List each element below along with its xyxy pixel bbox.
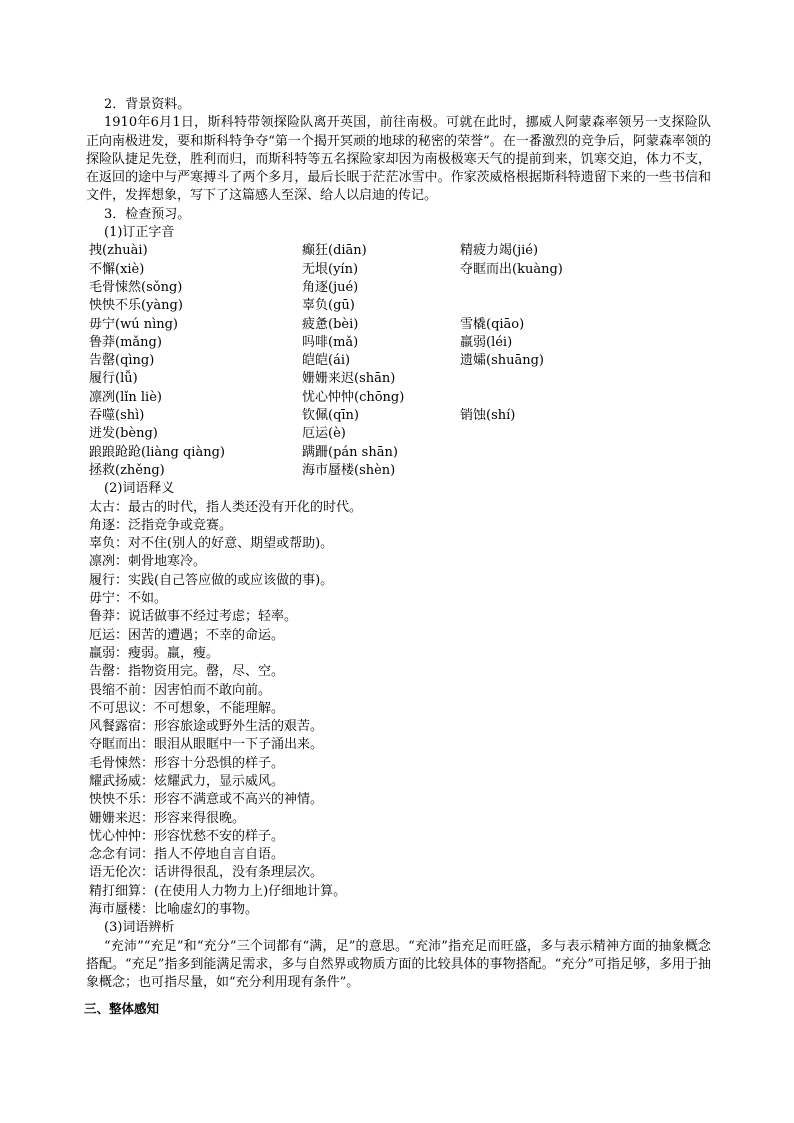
pronunciation-row [89, 425, 711, 443]
distinction-title: (3)词语辨析 [104, 920, 175, 936]
definition-item: 夺眶而出：眼泪从眼眶中一下子涌出来。 [89, 737, 324, 753]
pronunciation-item: 海市蜃楼(shèn) [302, 462, 396, 478]
pronunciation-table [86, 242, 711, 480]
pronunciation-item: 忧心忡忡(chōng) [302, 389, 405, 405]
definitions-title: (2)词语释义 [104, 481, 175, 497]
pronunciation-row [89, 407, 711, 425]
pronunciation-item [460, 297, 660, 315]
pronunciation-item: 毋宁(wú nìng) [89, 316, 179, 332]
pronunciation-item: 钦佩(qīn) [302, 408, 359, 424]
pronunciation-row [89, 352, 711, 370]
pronunciation-item: 销蚀(shí) [460, 408, 516, 424]
definition-item: 耀武扬威：炫耀武力，显示威风。 [89, 773, 285, 789]
document-content [86, 96, 711, 1018]
pronunciation-item: 怏怏不乐(yàng) [89, 298, 183, 314]
definition-item: 角逐：泛指竞争或竞赛。 [89, 517, 233, 533]
definition-item: 凛冽：刺骨地寒冷。 [89, 554, 207, 570]
pronunciation-row [89, 462, 711, 480]
definition-item: 忧心忡忡：形容忧愁不安的样子。 [89, 828, 285, 844]
definition-item: 羸弱：瘦弱。羸，瘦。 [89, 645, 220, 661]
pronunciation-item: 凛冽(lǐn liè) [89, 389, 162, 405]
preview-heading: 3．检查预习。 [104, 206, 191, 222]
pronunciation-item: 拽(zhuài) [89, 243, 148, 259]
pronunciation-item: 无垠(yín) [302, 261, 359, 277]
definition-item: 厄运：困苦的遭遇；不幸的命运。 [89, 627, 285, 643]
pronunciation-item: 精疲力竭(jié) [460, 243, 539, 259]
pronunciation-item: 羸弱(léi) [460, 334, 513, 350]
pronunciation-row [89, 297, 711, 315]
pronunciation-item: 拯救(zhěng) [89, 462, 165, 478]
definition-item: 姗姗来迟：形容来得很晚。 [89, 810, 246, 826]
definition-item: 履行：实践(自己答应做的或应该做的事)。 [89, 572, 334, 588]
pronunciation-row [89, 370, 711, 388]
pronunciation-item [460, 425, 660, 443]
pronunciation-item: 角逐(jué) [302, 279, 359, 295]
pronunciation-row [89, 334, 711, 352]
pronunciation-row [89, 444, 711, 462]
pronunciation-item [460, 389, 660, 407]
pronunciation-item [460, 462, 660, 480]
pronunciation-item: 遗孀(shuāng) [460, 353, 545, 369]
definition-item: 畏缩不前：因害怕而不敢向前。 [89, 682, 272, 698]
pronunciation-row [89, 389, 711, 407]
pronunciation-row [89, 279, 711, 297]
pronunciation-item: 癫狂(diān) [302, 243, 367, 259]
pronunciation-item [460, 444, 660, 462]
pronunciation-title: (1)订正字音 [104, 225, 175, 241]
definition-item: 不可思议：不可想象，不能理解。 [89, 700, 285, 716]
section-heading: 三、整体感知 [84, 1000, 160, 1016]
pronunciation-item: 毛骨悚然(sǒng) [89, 279, 183, 295]
definitions-list [86, 499, 711, 920]
background-heading: 2．背景资料。 [104, 97, 191, 112]
pronunciation-item: 履行(lǚ) [89, 371, 138, 387]
definition-item: 海市蜃楼：比喻虚幻的事物。 [89, 902, 259, 918]
pronunciation-item: 吞噬(shì) [89, 408, 145, 424]
pronunciation-item: 厄运(è) [302, 426, 346, 442]
pronunciation-item: 踉踉跄跄(liàng qiàng) [89, 444, 225, 460]
pronunciation-row [89, 316, 711, 334]
distinction-paragraph: “充沛”“充足”和“充分”三个词都有“满，足”的意思。“充沛”指充足而旺盛，多与表示精神方面的抽象概念搭配。“充足”指多到能满足需求，多与自然界或物质方面的比较具体的事物搭配。“充分”可指足够，多用于抽象概念；也可指尽量，如“充分利用现有条件”。 [86, 938, 711, 991]
pronunciation-item [460, 279, 660, 297]
definition-item: 念念有词：指人不停地自言自语。 [89, 847, 285, 863]
pronunciation-item [460, 370, 660, 388]
definition-item: 精打细算：(在使用人力物力上)仔细地计算。 [89, 883, 347, 899]
pronunciation-item: 夺眶而出(kuàng) [460, 261, 563, 277]
definition-item: 风餐露宿：形容旅途或野外生活的艰苦。 [89, 719, 324, 735]
pronunciation-row [89, 242, 711, 260]
pronunciation-item: 不懈(xiè) [89, 261, 145, 277]
definition-item: 怏怏不乐：形容不满意或不高兴的神情。 [89, 792, 324, 808]
definition-item: 语无伦次：话讲得很乱，没有条理层次。 [89, 865, 324, 881]
pronunciation-item: 蹒跚(pán shān) [302, 444, 398, 460]
pronunciation-item: 雪橇(qiāo) [460, 316, 525, 332]
pronunciation-item: 迸发(bèng) [89, 426, 158, 442]
definition-item: 告罄：指物资用完。罄，尽、空。 [89, 664, 285, 680]
pronunciation-item: 疲惫(bèi) [302, 316, 359, 332]
definition-item: 毛骨悚然：形容十分恐惧的样子。 [89, 755, 285, 771]
definition-item: 辜负：对不住(别人的好意、期望或帮助)。 [89, 536, 334, 552]
definition-item: 太古：最古的时代，指人类还没有开化的时代。 [89, 499, 363, 515]
definition-item: 毋宁：不如。 [89, 591, 168, 607]
pronunciation-item: 鲁莽(mǎng) [89, 334, 162, 350]
pronunciation-item: 皑皑(ái) [302, 353, 351, 369]
pronunciation-item: 吗啡(mǎ) [302, 334, 359, 350]
pronunciation-item: 姗姗来迟(shān) [302, 371, 396, 387]
pronunciation-row [89, 261, 711, 279]
definition-item: 鲁莽：说话做事不经过考虑；轻率。 [89, 609, 298, 625]
pronunciation-item: 告罄(qìng) [89, 353, 155, 369]
background-paragraph: 1910年6月1日，斯科特带领探险队离开英国，前往南极。可就在此时，挪威人阿蒙森率领另一支探险队正向南极进发，要和斯科特争夺“第一个揭开冥顽的地球的秘密的荣誉”。在一番激烈的竞争后，阿蒙森率领的探险队捷足先登，胜利而归，而斯科特等五名探险家却因为南极极寒天气的提前到来，饥寒交迫，体力不支，在返回的途中与严寒搏斗了两个多月，最后长眠于茫茫冰雪中。作家茨威格根据斯科特遗留下来的一些书信和文件，发挥想象，写下了这篇感人至深、给人以启迪的传记。 [86, 115, 711, 204]
pronunciation-item: 辜负(gū) [302, 298, 355, 314]
